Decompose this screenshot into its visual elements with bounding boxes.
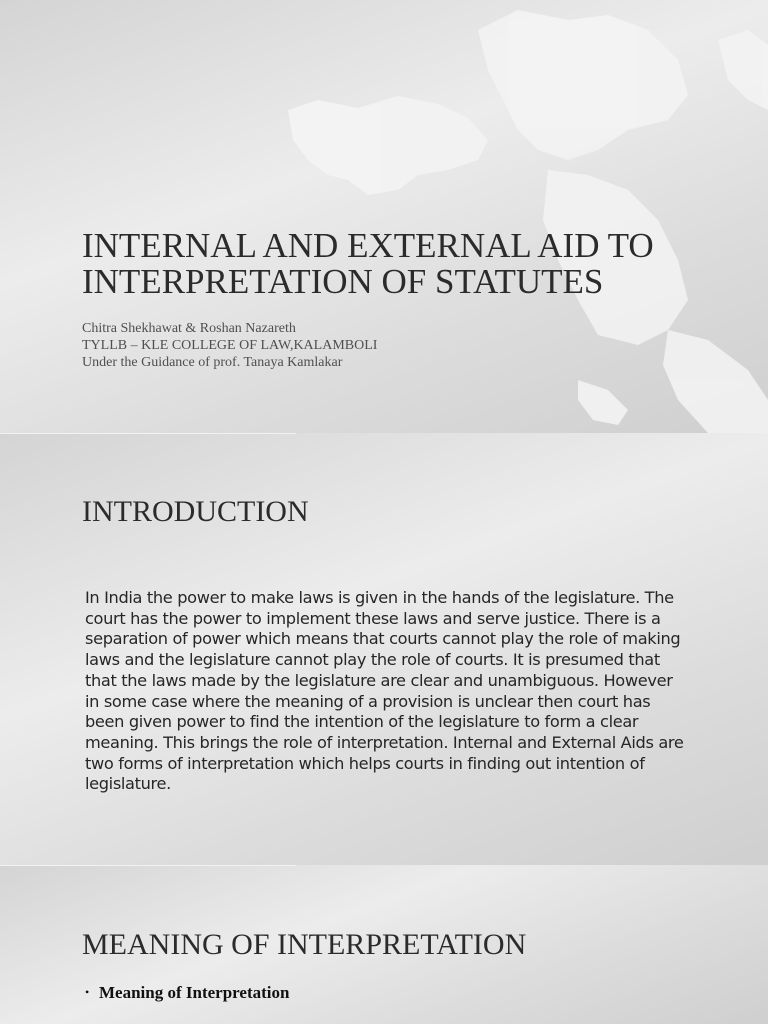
slide-divider [0, 865, 296, 866]
authors-text: Chitra Shekhawat & Roshan Nazareth [82, 321, 296, 336]
presentation-title [82, 228, 722, 300]
subtitle-block [82, 320, 682, 371]
bullet-label: Meaning of Interpretation [99, 983, 290, 1002]
introduction-slide [0, 433, 768, 865]
bullet-dot-icon: • [85, 985, 90, 999]
title-line-1: INTERNAL AND EXTERNAL AID TO [82, 226, 654, 265]
meaning-heading: MEANING OF INTERPRETATION [82, 928, 527, 961]
title-line-2: INTERPRETATION OF STATUTES [82, 262, 604, 301]
title-slide [0, 0, 768, 433]
slide-divider [0, 433, 296, 434]
introduction-body: In India the power to make laws is given in the hands of the legislature. The court has the power to implement these laws and serve justice. There is a separation of power which means that courts cannot play the role of making laws and the legislature cannot play the role of courts. It is presumed that that the laws made by the legislature are clear and unambiguous. However in some case where the meaning of a provision is unclear then court has been given power to find the intention of the legislature to form a clear meaning. This brings the role of interpretation. Internal and External Aids are two forms of interpretation which helps courts in finding out intention of legislature. [85, 588, 684, 794]
meaning-slide [0, 865, 768, 1024]
institution-text: TYLLB – KLE COLLEGE OF LAW,KALAMBOLI [82, 338, 378, 353]
introduction-heading: INTRODUCTION [82, 495, 309, 528]
bullet-item [85, 983, 289, 1003]
guidance-text: Under the Guidance of prof. Tanaya Kamlakar [82, 355, 343, 370]
